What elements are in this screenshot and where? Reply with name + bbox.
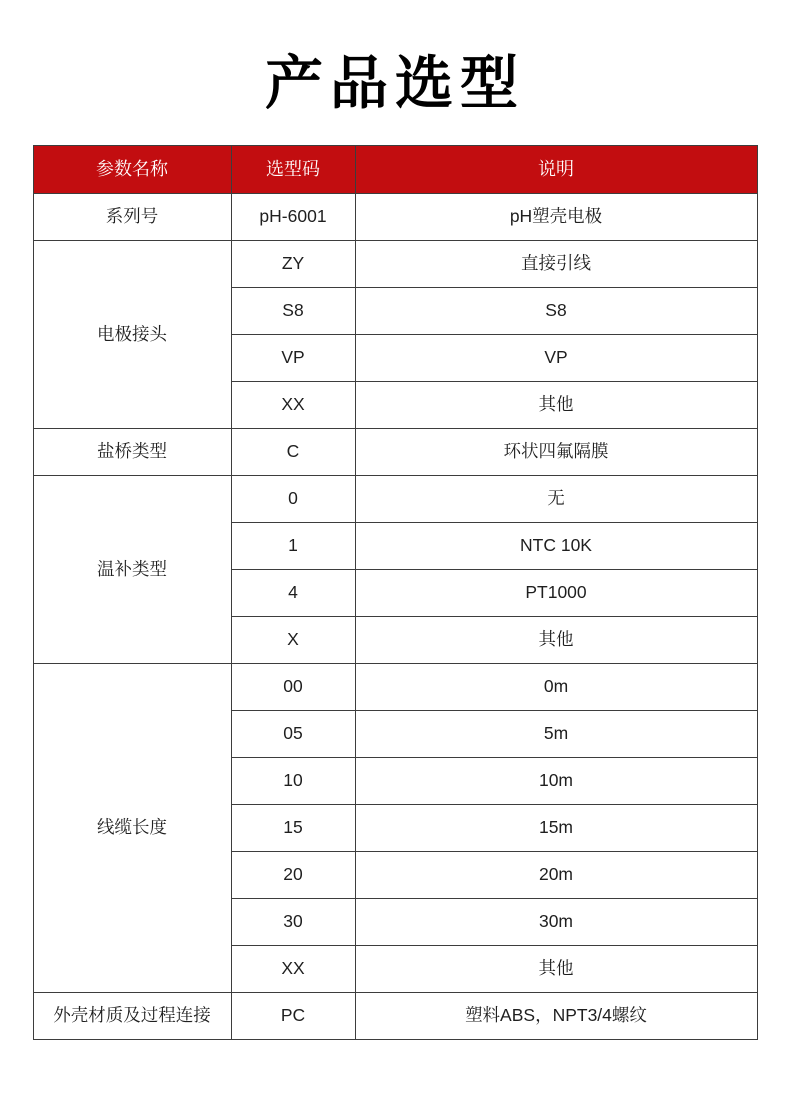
- selection-code-cell: pH-6001: [231, 194, 355, 241]
- description-cell: 30m: [355, 899, 757, 946]
- param-name-cell: 盐桥类型: [33, 429, 231, 476]
- description-cell: VP: [355, 335, 757, 382]
- table-row: [33, 664, 757, 711]
- table-row: [33, 993, 757, 1040]
- description-cell: NTC 10K: [355, 523, 757, 570]
- description-cell: PT1000: [355, 570, 757, 617]
- table-header-row: [33, 146, 757, 194]
- product-selection-table: [33, 145, 758, 1040]
- description-cell: 5m: [355, 711, 757, 758]
- description-cell: pH塑壳电极: [355, 194, 757, 241]
- param-name-cell: 电极接头: [33, 241, 231, 429]
- description-cell: S8: [355, 288, 757, 335]
- description-cell: 20m: [355, 852, 757, 899]
- selection-code-cell: ZY: [231, 241, 355, 288]
- table-row: [33, 194, 757, 241]
- description-cell: 15m: [355, 805, 757, 852]
- description-cell: 其他: [355, 617, 757, 664]
- description-cell: 其他: [355, 382, 757, 429]
- selection-code-cell: XX: [231, 382, 355, 429]
- table-row: [33, 241, 757, 288]
- selection-code-cell: PC: [231, 993, 355, 1040]
- header-description: 说明: [355, 146, 757, 194]
- table-body: [33, 194, 757, 1040]
- page-title: 产品选型: [264, 51, 525, 116]
- selection-code-cell: VP: [231, 335, 355, 382]
- selection-code-cell: 4: [231, 570, 355, 617]
- selection-code-cell: 10: [231, 758, 355, 805]
- selection-code-cell: 05: [231, 711, 355, 758]
- selection-code-cell: 20: [231, 852, 355, 899]
- description-cell: 环状四氟隔膜: [355, 429, 757, 476]
- header-param-name: 参数名称: [33, 146, 231, 194]
- header-selection-code: 选型码: [231, 146, 355, 194]
- table-row: [33, 429, 757, 476]
- param-name-cell: 温补类型: [33, 476, 231, 664]
- description-cell: 塑料ABS，NPT3/4螺纹: [355, 993, 757, 1040]
- table-header: [33, 146, 757, 194]
- selection-code-cell: 0: [231, 476, 355, 523]
- selection-code-cell: 15: [231, 805, 355, 852]
- param-name-cell: 线缆长度: [33, 664, 231, 993]
- description-cell: 0m: [355, 664, 757, 711]
- table-row: [33, 476, 757, 523]
- selection-code-cell: 00: [231, 664, 355, 711]
- selection-code-cell: S8: [231, 288, 355, 335]
- param-name-cell: 系列号: [33, 194, 231, 241]
- selection-code-cell: XX: [231, 946, 355, 993]
- selection-code-cell: X: [231, 617, 355, 664]
- description-cell: 直接引线: [355, 241, 757, 288]
- selection-code-cell: C: [231, 429, 355, 476]
- selection-code-cell: 30: [231, 899, 355, 946]
- description-cell: 其他: [355, 946, 757, 993]
- description-cell: 10m: [355, 758, 757, 805]
- description-cell: 无: [355, 476, 757, 523]
- selection-code-cell: 1: [231, 523, 355, 570]
- param-name-cell: 外壳材质及过程连接: [33, 993, 231, 1040]
